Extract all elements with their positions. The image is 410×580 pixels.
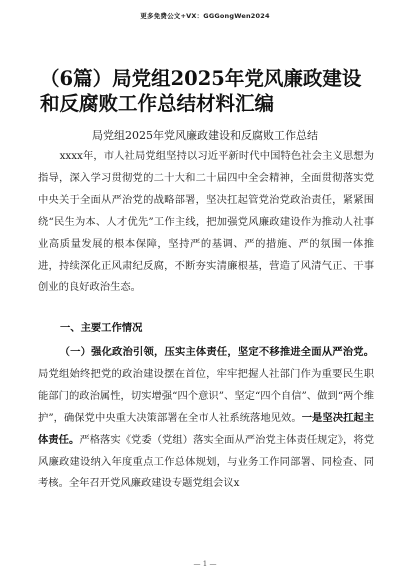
section-heading: 一、主要工作情况 bbox=[60, 322, 143, 334]
header-note: 更多免费公文+VX：GGGongWen2024 bbox=[140, 12, 270, 20]
body-text: 局党组始终把党的政治建设摆在首位，牢牢把握人社部门作为重要民生职能部门的政治属性，切实增强“四个意识”、坚定“四个自信”、做到“两个维护”，确保党中央重大决策部署在全市人社系统落地见效。 bbox=[38, 367, 374, 424]
page-number: — 1 — bbox=[193, 560, 217, 568]
body-paragraph bbox=[38, 342, 374, 495]
intro-paragraph: xxxx年，市人社局党组坚持以习近平新时代中国特色社会主义思想为指导，深入学习贯彻党的二十大和二十届四中全会精神，全面贯彻落实党中央关于全面从严治党的战略部署，坚决扛起管党治党政治责任，紧紧围绕“民生为本、人才优先”工作主线，把加强党风廉政建设作为推动人社事业高质量发展的根本保障，坚持严的基调、严的措施、严的氛围一体推进，持续深化正风肃纪反腐，不断夯实清廉根基，营造了风清气正、干事创业的良好政治生态。 bbox=[38, 150, 374, 294]
body-text-continued: 严格落实《党委（党组）落实全面从严治党主体责任规定》，将党风廉政建设纳入年度重点工作总体规划，与业务工作同部署、同检查、同考核。全年召开党风廉政建设专题党组会议x bbox=[38, 433, 374, 490]
subsection-heading: （一）强化政治引领，压实主体责任，坚定不移推进全面从严治党。 bbox=[59, 346, 374, 358]
document-title: （6篇）局党组2025年党风廉政建设和反腐败工作总结材料汇编 bbox=[40, 67, 362, 115]
document-subtitle: 局党组2025年党风廉政建设和反腐败工作总结 bbox=[92, 129, 318, 142]
emphasis-text: 一是坚决扛起主体责任。 bbox=[38, 411, 375, 446]
